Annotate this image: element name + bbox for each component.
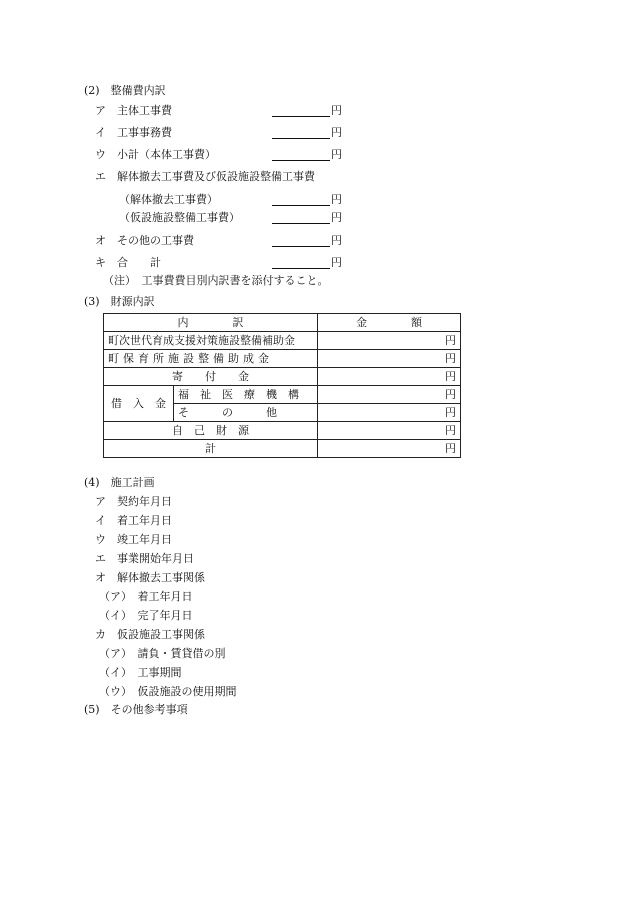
yen-unit: 円 [318,386,461,404]
plan-subitem: （ウ） 仮設施設の使用期間 [99,685,237,698]
amount-blank [272,246,330,247]
yen-unit: 円 [318,332,461,350]
amount-blank [272,268,330,269]
amount-blank [272,116,330,117]
table-row [104,386,461,404]
section-5-title: (5) その他参考事項 [84,703,188,716]
plan-subitem: （ア） 請負・賃貸借の別 [99,647,226,660]
row-label: 町次世代育成支援対策施設整備補助金 [104,332,318,350]
plan-item: イ 着工年月日 [95,514,172,527]
row-label: そ の 他 [174,404,318,422]
cost-row-label: キ 合 計 [95,256,161,269]
yen-unit: 円 [318,368,461,386]
cost-row-label: ア 主体工事費 [95,104,172,117]
table-row [104,332,461,350]
cost-row-label: ウ 小計（本体工事費） [95,148,216,161]
section-2-title: (2) 整備費内訳 [84,84,166,97]
row-label-borrow: 借 入 金 [104,386,174,422]
table-total-row [104,440,461,458]
funding-table [103,313,461,458]
yen-unit: 円 [318,350,461,368]
yen-unit: 円 [331,256,342,269]
table-row [104,350,461,368]
plan-item: エ 事業開始年月日 [95,552,194,565]
yen-unit: 円 [331,193,342,206]
cost-row-label: （解体撤去工事費） [119,193,218,206]
cost-row-label: イ 工事事務費 [95,126,172,139]
amount-blank [272,138,330,139]
yen-unit: 円 [318,404,461,422]
header-amount: 金 額 [318,314,461,332]
table-row [104,368,461,386]
section-4-title: (4) 施工計画 [84,476,155,489]
yen-unit: 円 [331,126,342,139]
plan-item: オ 解体撤去工事関係 [95,571,205,584]
cost-row-label: （仮設施設整備工事費） [119,211,240,224]
header-item: 内 訳 [104,314,318,332]
yen-unit: 円 [318,422,461,440]
section-3-title: (3) 財源内訳 [84,295,155,308]
row-label: 寄 付 金 [104,368,318,386]
cost-row-label: オ その他の工事費 [95,234,194,247]
table-row [104,422,461,440]
row-label: 町保育所施設整備助成金 [104,350,318,368]
cost-row-label: エ 解体撤去工事費及び仮設施設整備工事費 [95,170,315,183]
plan-item: カ 仮設施設工事関係 [95,628,205,641]
amount-blank [272,223,330,224]
plan-item: ウ 竣工年月日 [95,533,172,546]
yen-unit: 円 [318,440,461,458]
yen-unit: 円 [331,104,342,117]
note-text: （注） 工事費費目別内訳書を添付すること。 [103,274,329,287]
plan-subitem: （イ） 完了年月日 [99,609,193,622]
table-header-row [104,314,461,332]
row-label: 自 己 財 源 [104,422,318,440]
yen-unit: 円 [331,211,342,224]
yen-unit: 円 [331,234,342,247]
row-label: 福 祉 医 療 機 構 [174,386,318,404]
plan-subitem: （ア） 着工年月日 [99,590,193,603]
yen-unit: 円 [331,148,342,161]
amount-blank [272,160,330,161]
amount-blank [272,205,330,206]
plan-item: ア 契約年月日 [95,495,172,508]
plan-subitem: （イ） 工事期間 [99,666,182,679]
row-label-total: 計 [104,440,318,458]
